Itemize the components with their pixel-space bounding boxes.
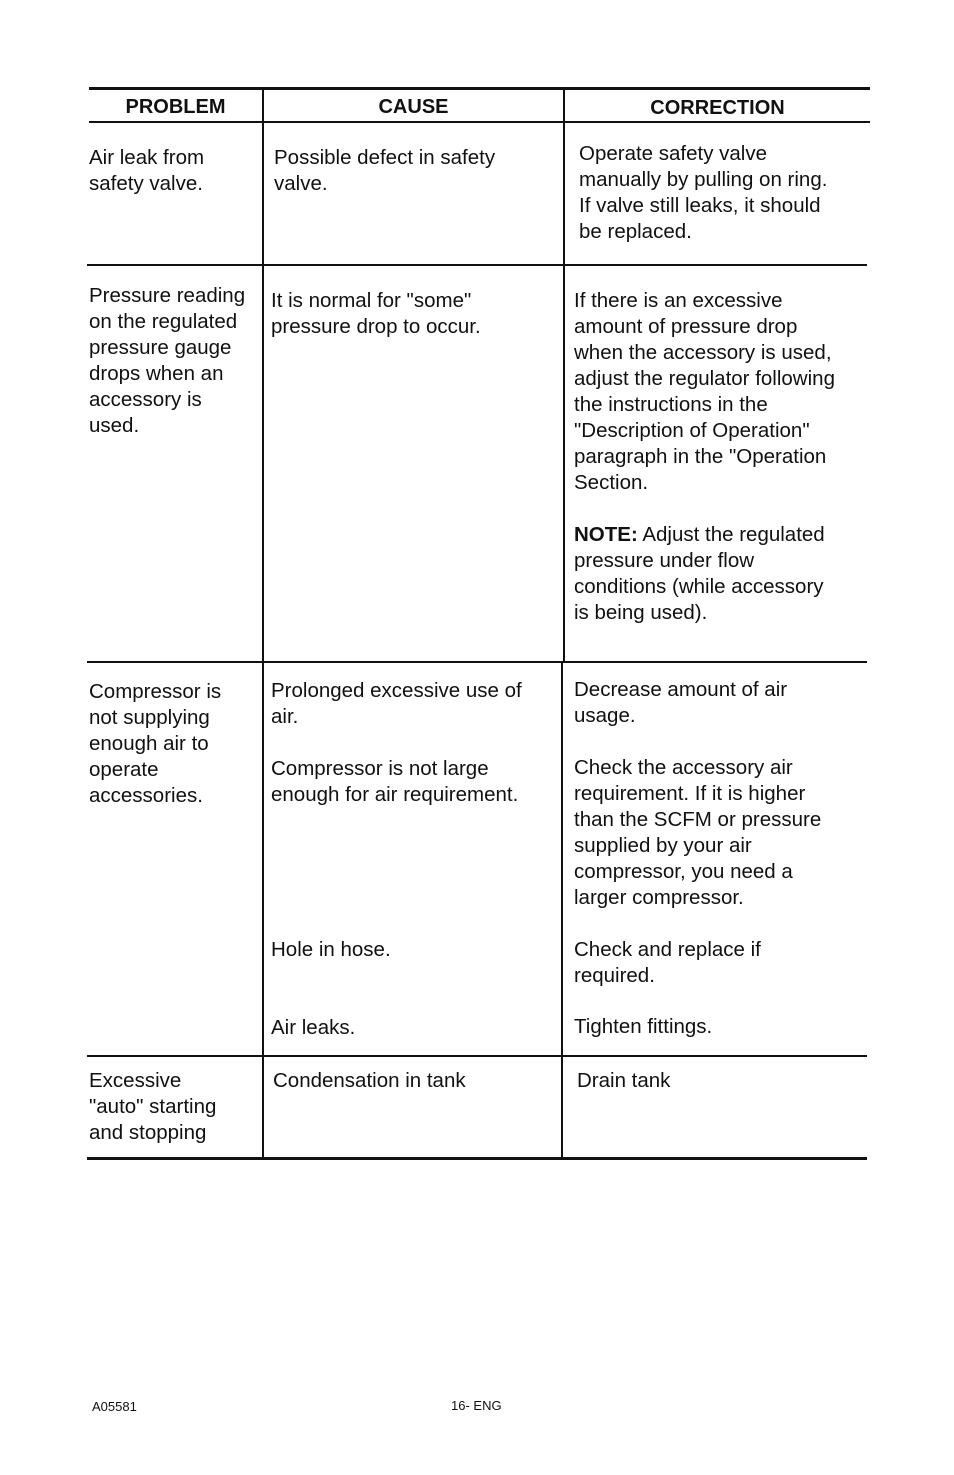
correction-cell: Decrease amount of air usage. <box>574 678 788 727</box>
correction-cell: Tighten fittings. <box>574 1015 713 1038</box>
header-problem: PROBLEM <box>125 96 226 118</box>
correction-cell: Check and replace if required. <box>574 938 761 987</box>
cause-cell: Hole in hose. <box>271 938 391 961</box>
header-correction: CORRECTION <box>650 97 785 119</box>
correction-cell: If there is an excessive amount of pressure drop when the accessory is used, adjust the regulator following the instructions in the "Description of Operation" paragraph in the "Operation Section. NOTE: Adjust the regulated pressure under flow conditions (while accessory is being used). <box>574 288 869 626</box>
row-divider <box>87 1055 867 1057</box>
row-divider <box>87 264 867 266</box>
problem-cell: Pressure reading on the regulated pressure gauge drops when an accessory is used. <box>89 284 246 437</box>
cause-cell: Air leaks. <box>271 1016 356 1039</box>
column-divider <box>561 661 563 1160</box>
problem-cell: Air leak from safety valve. <box>89 146 205 195</box>
column-divider <box>262 88 264 1160</box>
problem-cell: Excessive "auto" starting and stopping <box>89 1069 217 1144</box>
cause-cell: Condensation in tank <box>273 1069 466 1092</box>
column-divider <box>563 88 565 663</box>
header-bottom-rule <box>89 121 870 123</box>
correction-cell: Drain tank <box>577 1069 671 1092</box>
header-cause: CAUSE <box>378 96 449 118</box>
problem-cell: Compressor is not supplying enough air to operate accessories. <box>89 680 222 807</box>
cause-cell: Compressor is not large enough for air requirement. <box>271 757 519 806</box>
table-top-rule <box>89 87 870 90</box>
note-text: Adjust the regulated pressure under flow conditions (while accessory is being used). <box>574 523 825 624</box>
cause-cell: Possible defect in safety valve. <box>274 146 496 195</box>
correction-cell: Check the accessory air requirement. If it is higher than the SCFM or pressure supplied by your air compressor, you need a larger compressor. <box>574 756 822 909</box>
document-code: A05581 <box>92 1399 137 1414</box>
page-number: 16- ENG <box>451 1398 502 1413</box>
correction-cell: Operate safety valve manually by pulling on ring. If valve still leaks, it should be replaced. <box>579 142 828 243</box>
row-divider <box>87 661 867 663</box>
cause-cell: Prolonged excessive use of air. <box>271 679 522 728</box>
table-bottom-rule <box>87 1157 867 1160</box>
note-paragraph <box>574 522 869 626</box>
note-label: NOTE: <box>574 523 638 546</box>
cause-cell: It is normal for "some" pressure drop to occur. <box>271 289 481 338</box>
